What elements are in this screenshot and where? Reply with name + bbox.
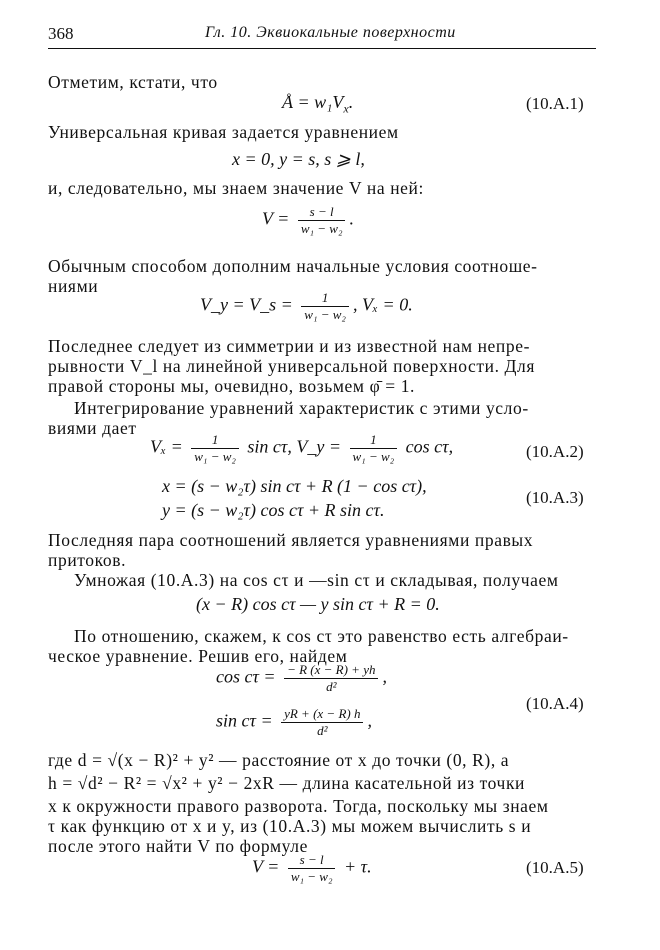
equation-10A1: Å = $w_1V_x$.: [282, 92, 354, 116]
text-line: ческое уравнение. Решив его, найдем: [48, 646, 348, 666]
text-line: По отношению, скажем, к cos cτ это равенство есть алгебраи-: [74, 626, 569, 646]
equation-10A3-line1: x = (s − w₂τ) sin cτ + R (1 − cos cτ),: [162, 476, 427, 496]
equation-number: (10.A.2): [526, 442, 584, 461]
text-line: ниями: [48, 276, 99, 296]
equation: V = $\frac{s - l}{\text{w₁ − w₂}}$ .: [262, 204, 354, 236]
text-line: Умножая (10.A.3) на cos cτ и —sin cτ и складывая, получаем: [74, 570, 559, 590]
text-line: и, следовательно, мы знаем значение V на ней:: [48, 178, 424, 198]
text-line: Универсальная кривая задается уравнением: [48, 122, 399, 142]
equation-number: (10.A.1): [526, 94, 584, 113]
text-line: после этого найти V по формуле: [48, 836, 308, 856]
text-line: виями дает: [48, 418, 137, 438]
text-line: рывности V_l на линейной универсальной поверхности. Для: [48, 356, 536, 376]
text-line: Интегрирование уравнений характеристик с этими усло-: [74, 398, 529, 418]
equation-10A5: V = $\frac{s - l}{\text{w₁ − w₂}}$ + τ.: [252, 852, 372, 884]
page-number: 368: [48, 24, 74, 43]
equation: V_y = V_s = $\frac{1}{\text{w₁ − w₂}}$ , Vₓ = 0.: [200, 290, 413, 322]
text-line: правой стороны мы, очевидно, возьмем φ̄ = 1.: [48, 376, 416, 396]
equation: (x − R) cos cτ — y sin cτ + R = 0.: [196, 594, 440, 614]
equation-number: (10.A.4): [526, 694, 584, 713]
equation-number: (10.A.5): [526, 858, 584, 877]
equation-number: (10.A.3): [526, 488, 584, 507]
text-line: h = √d² − R² = √x² + y² − 2xR — длина касательной из точки: [48, 773, 526, 793]
equation-10A3-line2: y = (s − w₂τ) cos cτ + R sin cτ.: [162, 500, 385, 520]
header-rule: [48, 48, 596, 49]
text-line: τ как функцию от x и y, из (10.A.3) мы можем вычислить s и: [48, 816, 532, 836]
equation: x = 0, y = s, s ⩾ l,: [232, 149, 365, 169]
equation-10A4-line1: cos cτ = $\frac{- R (x - R) + yh}{\text{d²}}$ ,: [216, 662, 387, 694]
text-line: притоков.: [48, 550, 127, 570]
equation-10A2: Vₓ = $\frac{1}{\text{w₁ − w₂}}$ sin cτ, V_y = $\frac{1}{\text{w₁ − w₂}}$ cos cτ,: [150, 432, 454, 464]
text-line: x к окружности правого разворота. Тогда, поскольку мы знаем: [48, 796, 549, 816]
equation-10A4-line2: sin cτ = $\frac{yR + (x - R) h}{\text{d²}}$ ,: [216, 706, 372, 738]
text-line: Отметим, кстати, что: [48, 72, 218, 92]
text-line: Последнее следует из симметрии и из известной нам непре-: [48, 336, 531, 356]
text-line: где d = √(x − R)² + y² — расстояние от x до точки (0, R), а: [48, 750, 510, 770]
text-line: Обычным способом дополним начальные условия соотноше-: [48, 256, 538, 276]
text-line: Последняя пара соотношений является уравнениями правых: [48, 530, 534, 550]
running-title: Гл. 10. Эквиокальные поверхности: [205, 24, 456, 41]
